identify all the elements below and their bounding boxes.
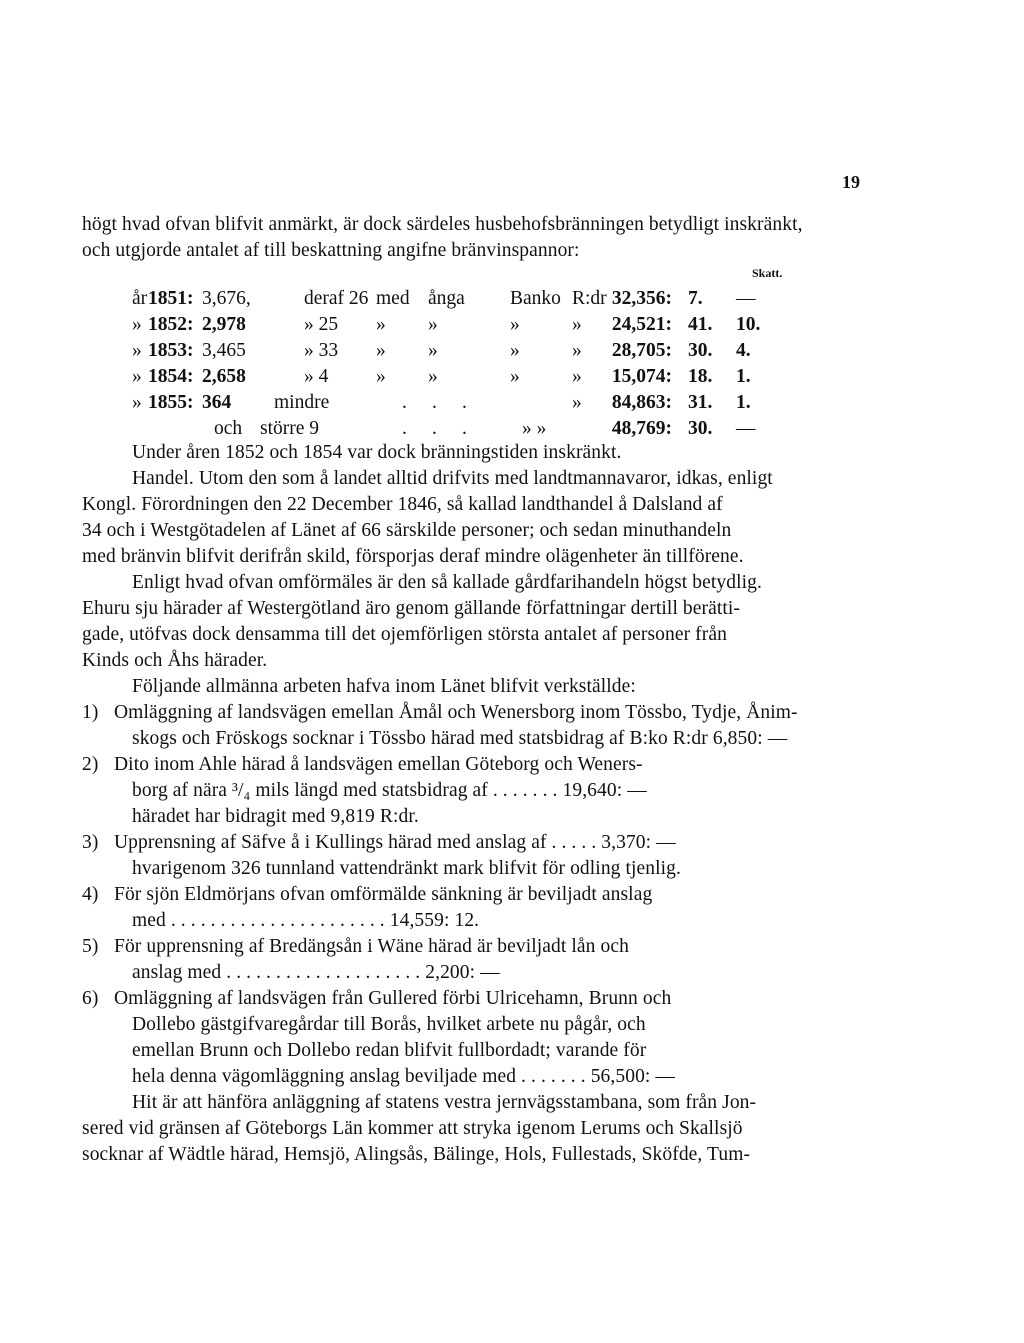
- paragraph-line: Ehuru sju härader af Westergötland äro genom gällande författningar dertill berätti-: [82, 598, 741, 619]
- table-cell: .: [432, 418, 437, 439]
- work-line: Omläggning af landsvägen från Gullered förbi Ulricehamn, Brunn och: [114, 988, 672, 1009]
- table-cell: »: [376, 340, 386, 361]
- closing-line: Hit är att hänföra anläggning af statens vestra jernvägsstambana, som från Jon-: [132, 1092, 757, 1113]
- table-cell: —: [736, 288, 756, 309]
- paragraph-line: Enligt hvad ofvan omförmäles är den så kallade gårdfarihandeln högst betydlig.: [132, 572, 762, 593]
- closing-line: socknar af Wädtle härad, Hemsjö, Alingsås, Bälinge, Hols, Fullestads, Sköfde, Tum-: [82, 1144, 751, 1165]
- table-cell: 1855:: [148, 392, 194, 413]
- paragraph-line: 34 och i Westgötadelen af Länet af 66 särskilde personer; och sedan minuthandeln: [82, 520, 732, 541]
- work-line: Upprensning af Säfve å i Kullings härad med anslag af . . . . . 3,370: —: [114, 832, 676, 853]
- work-line: med . . . . . . . . . . . . . . . . . . . . . . 14,559: 12.: [132, 910, 480, 931]
- table-cell: »: [572, 314, 582, 335]
- work-line: För upprensning af Bredängsån i Wäne härad är beviljadt lån och: [114, 936, 629, 957]
- intro-line-2: och utgjorde antalet af till beskattning angifne bränvinspannor:: [82, 240, 580, 261]
- table-cell: »: [132, 366, 142, 387]
- table-cell: större 9: [260, 418, 320, 439]
- table-cell: 3,465: [202, 340, 246, 361]
- table-cell: 28,705:: [611, 340, 672, 361]
- paragraph-line: Kinds och Åhs härader.: [82, 650, 268, 671]
- table-cell: ånga: [428, 288, 465, 309]
- table-cell: .: [402, 392, 407, 413]
- table-cell: 30.: [688, 418, 713, 439]
- table-cell: »: [376, 314, 386, 335]
- table-cell: »: [510, 366, 520, 387]
- table-cell: » 33: [304, 340, 339, 361]
- table-cell: »: [132, 392, 142, 413]
- paragraph-line: med bränvin blifvit derifrån skild, försporjas deraf mindre olägenheter än tillförene.: [82, 546, 744, 567]
- table-cell: »: [572, 340, 582, 361]
- work-number: 5): [82, 936, 99, 957]
- table-cell: »: [132, 340, 142, 361]
- table-cell: 4.: [736, 340, 751, 361]
- table-cell: »: [572, 366, 582, 387]
- skatt-label: Skatt.: [752, 266, 783, 280]
- table-cell: med: [376, 288, 410, 309]
- table-cell: »: [132, 314, 142, 335]
- table-cell: —: [736, 418, 756, 439]
- table-cell: R:dr: [572, 288, 607, 309]
- table-cell: 2,978: [202, 314, 246, 335]
- work-number: 1): [82, 702, 99, 723]
- work-line: Dito inom Ahle härad å landsvägen emellan Göteborg och Weners-: [114, 754, 643, 775]
- table-cell: 1.: [736, 366, 751, 387]
- work-number: 2): [82, 754, 99, 775]
- table-cell: .: [462, 392, 467, 413]
- table-cell: 1852:: [148, 314, 194, 335]
- table-cell: »: [510, 340, 520, 361]
- table-cell: mindre: [274, 392, 330, 413]
- table-cell: »: [428, 314, 438, 335]
- table-cell: 10.: [736, 314, 761, 335]
- table-cell: 1853:: [148, 340, 194, 361]
- work-line: häradet har bidragit med 9,819 R:dr.: [132, 806, 419, 827]
- work-number: 3): [82, 832, 99, 853]
- table-cell: 1.: [736, 392, 751, 413]
- work-line: anslag med . . . . . . . . . . . . . . . . . . . . 2,200: —: [132, 962, 500, 983]
- work-number: 4): [82, 884, 99, 905]
- table-cell: 24,521:: [611, 314, 672, 335]
- table-cell: 18.: [688, 366, 713, 387]
- table-cell: 1851:: [148, 288, 194, 309]
- table-cell: » 25: [304, 314, 339, 335]
- table-cell: » »: [522, 418, 547, 439]
- table-cell: »: [510, 314, 520, 335]
- work-line: Dollebo gästgifvaregårdar till Borås, hvilket arbete nu pågår, och: [132, 1014, 646, 1035]
- table-cell: » 4: [304, 366, 329, 387]
- table-cell: »: [428, 366, 438, 387]
- table-cell: och: [214, 418, 243, 439]
- work-line: För sjön Eldmörjans ofvan omförmälde sänkning är beviljadt anslag: [114, 884, 653, 905]
- table-cell: 3,676,: [202, 288, 251, 309]
- table-cell: 7.: [688, 288, 703, 309]
- work-line: Omläggning af landsvägen emellan Åmål och Wenersborg inom Tössbo, Tydje, Ånim-: [114, 702, 798, 723]
- page-number: 19: [842, 172, 860, 192]
- work-line: skogs och Fröskogs socknar i Tössbo härad med statsbidrag af B:ko R:dr 6,850: —: [132, 728, 788, 749]
- work-line: emellan Brunn och Dollebo redan blifvit fullbordadt; varande för: [132, 1040, 647, 1061]
- work-line: hela denna vägomläggning anslag beviljade med . . . . . . . 56,500: —: [132, 1066, 676, 1087]
- table-cell: 48,769:: [611, 418, 672, 439]
- table-cell: .: [462, 418, 467, 439]
- table-cell: .: [402, 418, 407, 439]
- table-cell: »: [428, 340, 438, 361]
- table-cell: »: [572, 392, 582, 413]
- table-cell: .: [432, 392, 437, 413]
- work-line: borg af nära ³/₄ mils längd med statsbidrag af . . . . . . . 19,640: —: [132, 780, 647, 801]
- closing-line: sered vid gränsen af Göteborgs Län kommer att stryka igenom Lerums och Skallsjö: [82, 1118, 743, 1139]
- table-cell: »: [376, 366, 386, 387]
- table-cell: 32,356:: [611, 288, 672, 309]
- paragraph-line: Handel. Utom den som å landet alltid drifvits med landtmannavaror, idkas, enligt: [132, 468, 773, 489]
- table-cell: 364: [202, 392, 232, 413]
- table-cell: Banko: [510, 288, 561, 309]
- table-cell: deraf 26: [304, 288, 369, 309]
- table-cell: 30.: [688, 340, 713, 361]
- table-cell: 31.: [688, 392, 713, 413]
- table-cell: 84,863:: [611, 392, 672, 413]
- work-line: hvarigenom 326 tunnland vattendränkt mark blifvit för odling tjenlig.: [132, 858, 681, 879]
- paragraph-line: Kongl. Förordningen den 22 December 1846, så kallad landthandel å Dalsland af: [82, 494, 723, 515]
- table-cell: 41.: [688, 314, 713, 335]
- intro-line-1: högt hvad ofvan blifvit anmärkt, är dock särdeles husbehofsbränningen betydligt inskränkt,: [82, 214, 803, 235]
- table-cell: år: [132, 288, 148, 309]
- work-number: 6): [82, 988, 99, 1009]
- table-cell: 2,658: [202, 366, 246, 387]
- paragraph-line: gade, utöfvas dock densamma till det ojemförligen största antalet af personer från: [82, 624, 727, 645]
- paragraph-line: Följande allmänna arbeten hafva inom Länet blifvit verkställde:: [132, 676, 636, 697]
- table-cell: 15,074:: [611, 366, 672, 387]
- table-cell: 1854:: [148, 366, 194, 387]
- paragraph-line: Under åren 1852 och 1854 var dock bränningstiden inskränkt.: [132, 442, 622, 463]
